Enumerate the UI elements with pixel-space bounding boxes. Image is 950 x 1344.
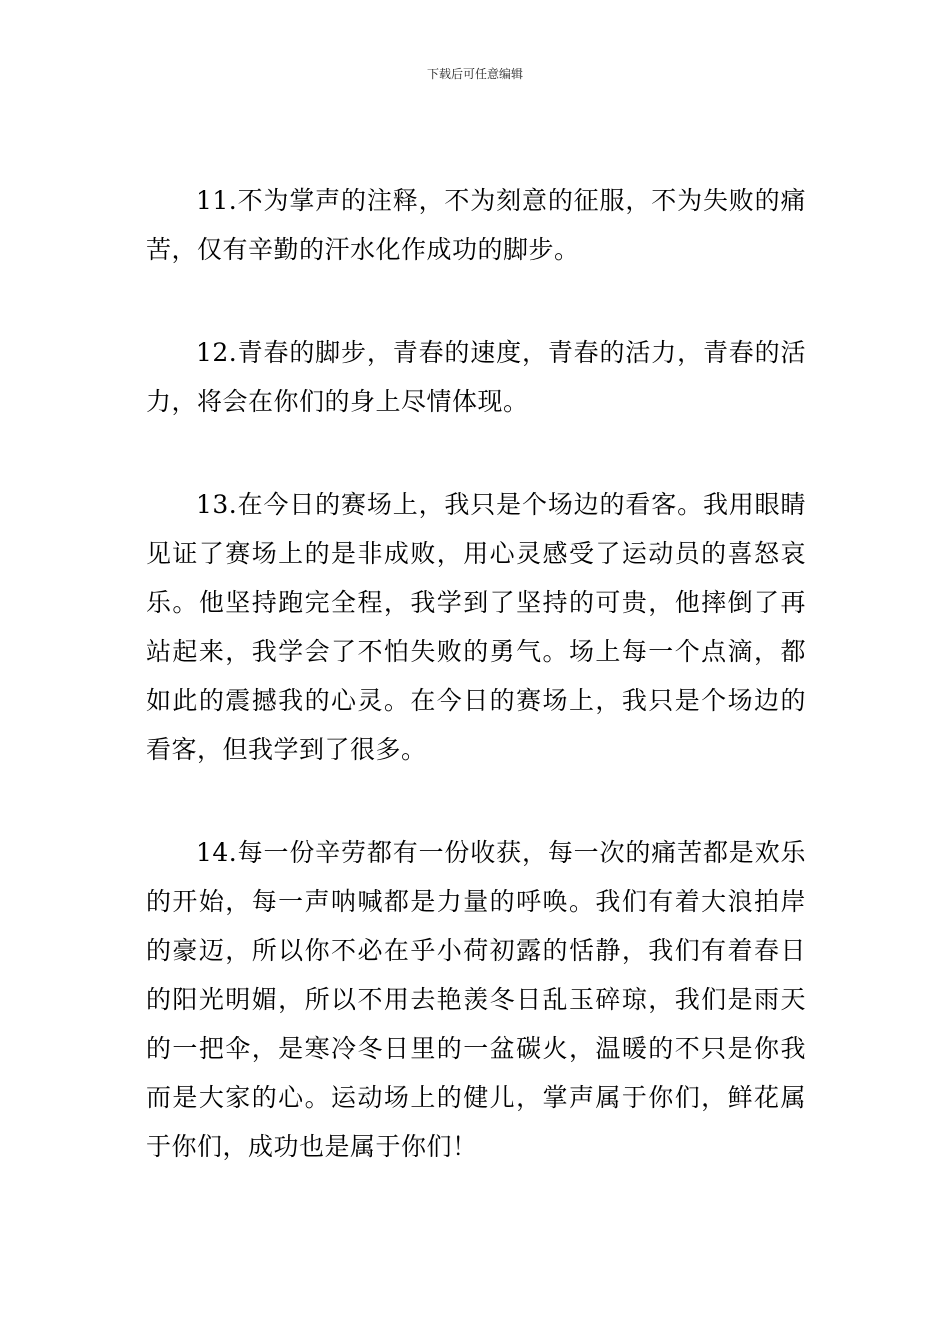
document-body [146,176,806,1171]
paragraph-12: 12.青春的脚步，青春的速度，青春的活力，青春的活力，将会在你们的身上尽情体现。 [146,338,806,416]
page-header: 下载后可任意编辑 [426,67,523,81]
paragraph-11: 11.不为掌声的注释，不为刻意的征服，不为失败的痛苦，仅有辛勤的汗水化作成功的脚步。 [146,186,806,264]
paragraph-13: 13.在今日的赛场上，我只是个场边的看客。我用眼睛见证了赛场上的是非成败，用心灵感受了运动员的喜怒哀乐。他坚持跑完全程，我学到了坚持的可贵，他摔倒了再站起来，我学会了不怕失败的勇气。场上每一个点滴，都如此的震撼我的心灵。在今日的赛场上，我只是个场边的看客，但我学到了很多。 [146,490,806,764]
paragraph-14: 14.每一份辛劳都有一份收获，每一次的痛苦都是欢乐的开始，每一声呐喊都是力量的呼唤。我们有着大浪拍岸的豪迈，所以你不必在乎小荷初露的恬静，我们有着春日的阳光明媚，所以不用去艳羡冬日乱玉碎琼，我们是雨天的一把伞，是寒冷冬日里的一盆碳火，温暖的不只是你我而是大家的心。运动场上的健儿，掌声属于你们，鲜花属于你们，成功也是属于你们！ [146,838,806,1161]
